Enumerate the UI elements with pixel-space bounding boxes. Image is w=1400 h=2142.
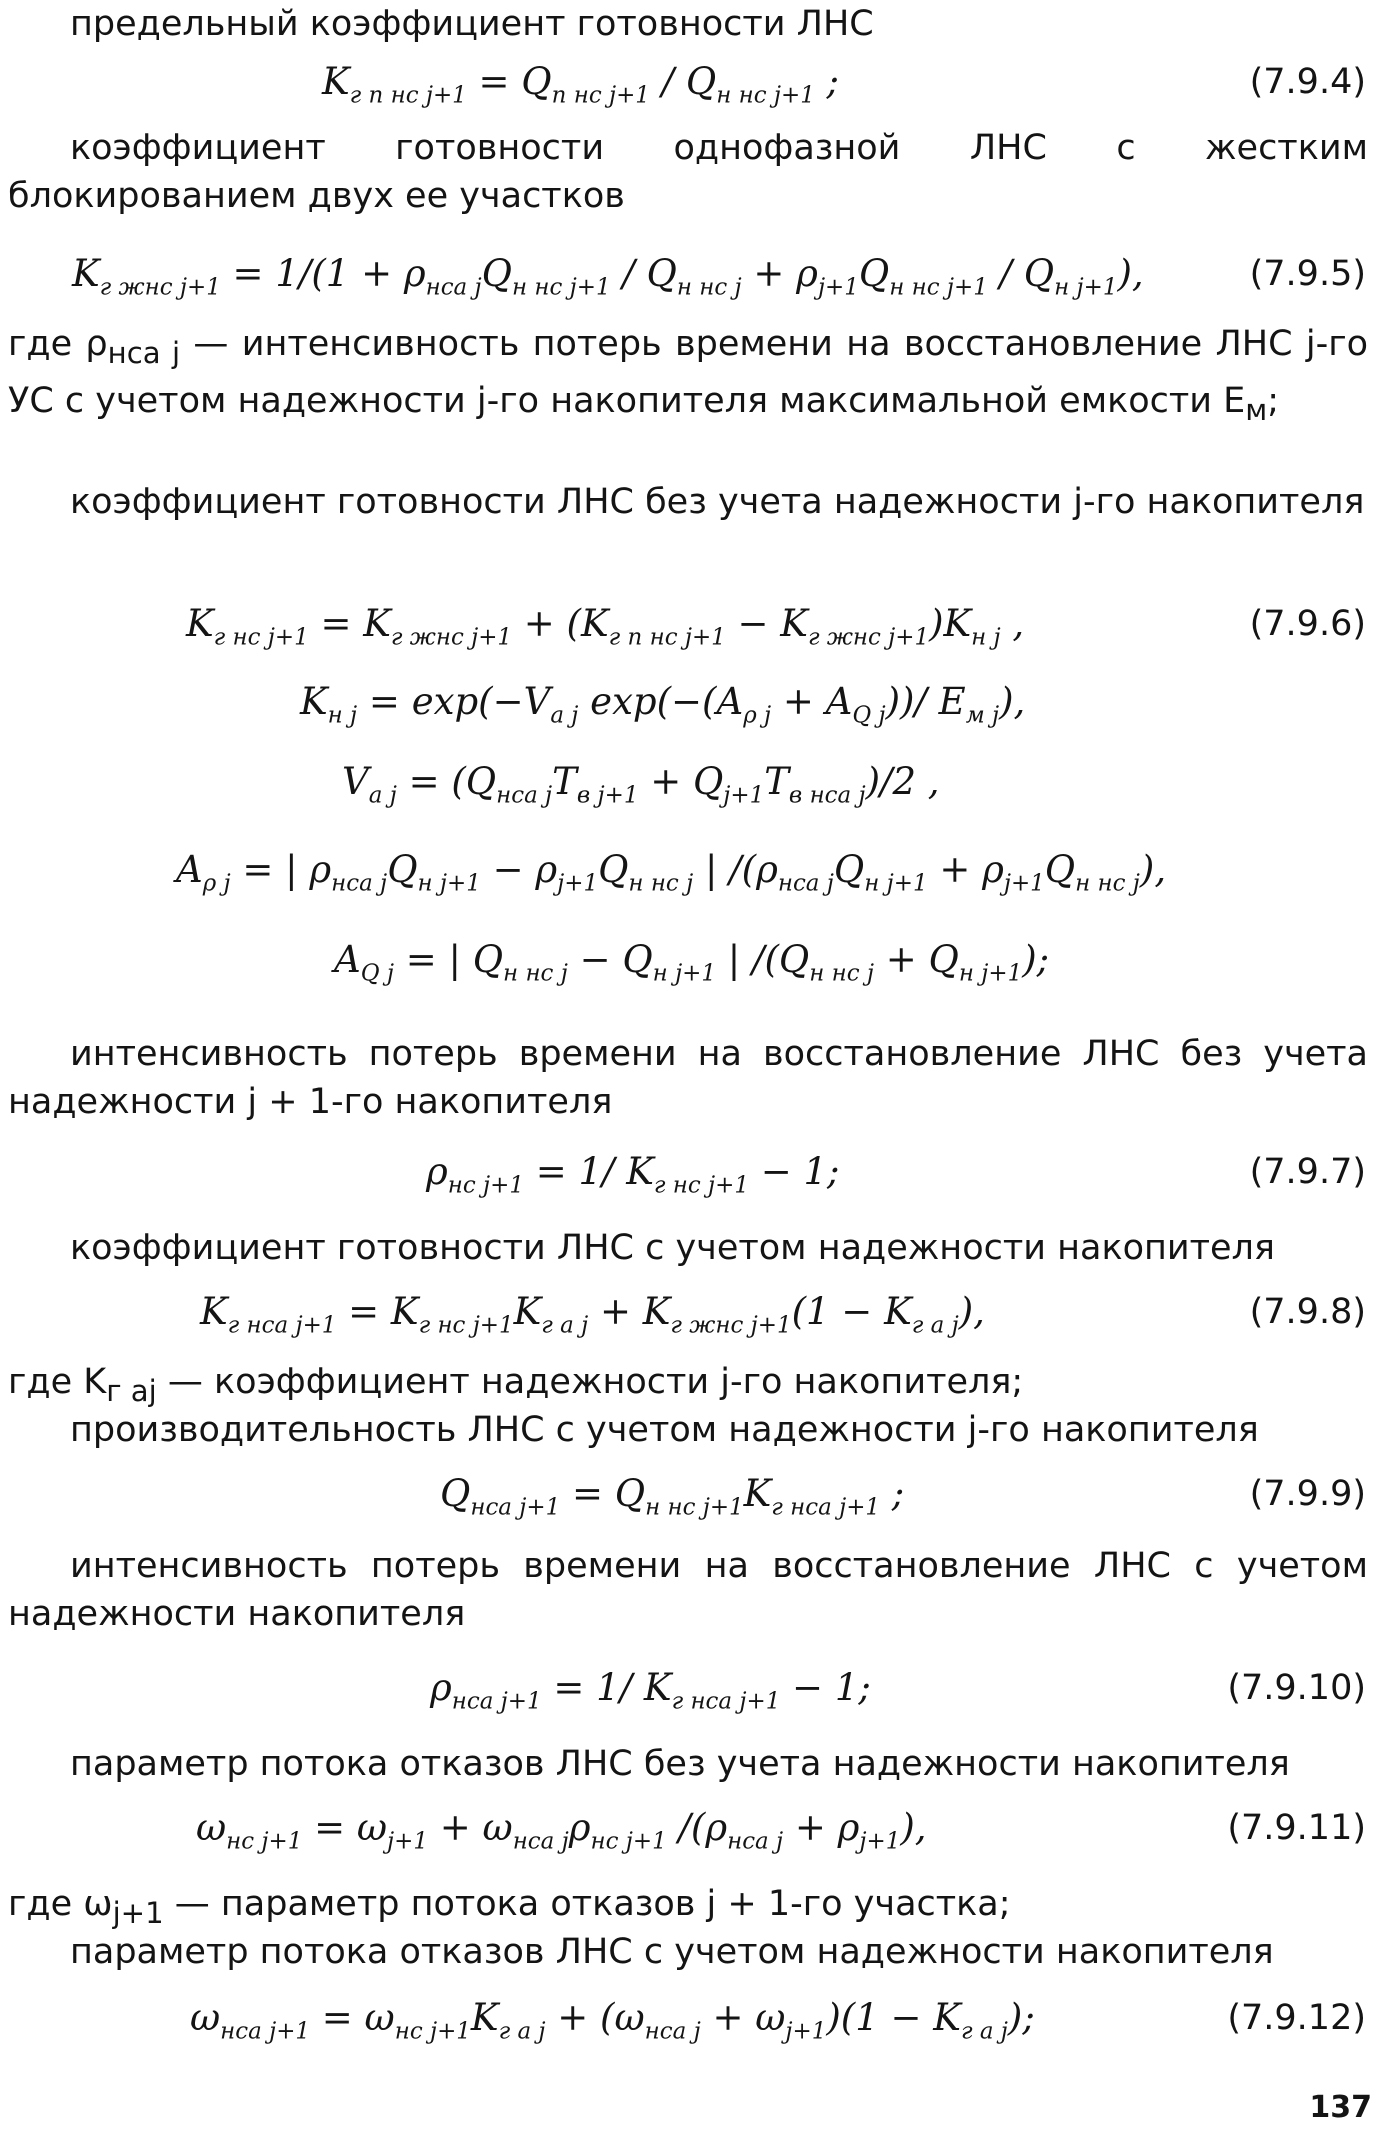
formula-7-9-12: $\omega_{нса j+1} = \omega_{нс j+1}K_{г a j} + (\omega_{нса j} + \omega_{j+1})(1 - K_{г a j})$; [190,1996,1035,2045]
eq-number-7-9-11: (7.9.11) [1227,1808,1366,1848]
text-rho-nsa-intro: интенсивность потерь времени на восстановление ЛНС с учетом надежности накопителя [8,1546,1368,1634]
text-omega-ns-intro: параметр потока отказов ЛНС без учета надежности накопителя [70,1744,1290,1784]
eq-number-7-9-5: (7.9.5) [1249,254,1366,294]
eq-number-7-9-6: (7.9.6) [1249,604,1366,644]
formula-7-9-6: $K_{г нс j+1} = K_{г жнс j+1} + (K_{г п нс j+1} - K_{г жнс j+1})K_{н j}$ , [186,602,1025,651]
text-rho-nsa-def: где $\rho_{нса j}$ — интенсивность потерь времени на восстановление ЛНС j-го УС с учетом надежности j-го накопителя максимальной емкости $E_м$; [8,324,1369,427]
formula-7-9-7: $\rho_{нс j+1} = 1/$ $K_{г нс j+1} - 1$; [426,1150,840,1199]
formula-7-9-5: $K_{г жнс j+1} = 1/(1 + \rho_{нса j}Q_{н нс j+1} / Q_{н нс j} + \rho_{j+1}Q_{н нс j+1} / Q_{н j+1})$, [72,252,1144,301]
text-kg-limit: предельный коэффициент готовности ЛНС [70,4,874,44]
formula-7-9-11: $\omega_{нс j+1} = \omega_{j+1} + \omega_{нса j}\rho_{нс j+1}$ $/(\rho_{нса j} + \rho_{j+1})$, [196,1806,927,1855]
text-kg-single-phase: коэффициент готовности однофазной ЛНС с жестким блокированием двух ее участков [8,128,1368,216]
formula-7-9-4: $K_{г п нс j+1} = Q_{п нс j+1} / Q_{н нс j+1}$ ; [322,60,840,109]
text-omega-def: где $\omega_{j+1}$ — параметр потока отказов j + 1-го участка; [8,1884,1011,1930]
text-kg-without-storage: коэффициент готовности ЛНС без учета надежности j-го накопителя [70,482,1365,522]
formula-7-9-10: $\rho_{нса j+1} = 1/$ $K_{г нса j+1} - 1$; [430,1666,871,1715]
eq-number-7-9-12: (7.9.12) [1227,1998,1366,2038]
eq-number-7-9-7: (7.9.7) [1249,1152,1366,1192]
eq-number-7-9-4: (7.9.4) [1249,62,1366,102]
text-rho-ns-def: интенсивность потерь времени на восстановление ЛНС без учета надежности j + 1-го накопителя [8,1034,1368,1122]
formula-a-q-j: $A_{Q j}$ = | $Q_{н нс j} - Q_{н j+1}$ | $/(Q_{н нс j} + Q_{н j+1})$; [334,938,1050,987]
text-omega-nsa-intro: параметр потока отказов ЛНС с учетом надежности накопителя [70,1932,1274,1972]
eq-number-7-9-9: (7.9.9) [1249,1474,1366,1514]
page-number: 137 [1309,2090,1372,2125]
formula-kn-j: $K_{н j} = \exp(-V_{a j}$ $\exp(-(A_{\rho j} + A_{Q j}))/$ $E_{м j}$), [300,680,1026,729]
formula-a-rho-j: $A_{\rho j}$ = | $\rho_{нса j}Q_{н j+1} - \rho_{j+1}Q_{н нс j}$ | $/(\rho_{нса j}Q_{н j+1} + \rho_{j+1}Q_{н нс j})$, [176,848,1167,897]
text-kg-with-storage: коэффициент готовности ЛНС с учетом надежности накопителя [70,1228,1275,1268]
text-productivity: производительность ЛНС с учетом надежности j-го накопителя [70,1410,1259,1450]
formula-va-j: $V_{a j} = (Q_{нса j}T_{в j+1} + Q_{j+1}T_{в нса j})/2$ , [342,760,940,809]
formula-7-9-9: $Q_{нса j+1} = Q_{н нс j+1}K_{г нса j+1}$ ; [440,1472,905,1521]
eq-number-7-9-10: (7.9.10) [1227,1668,1366,1708]
formula-7-9-8: $K_{г нса j+1} = K_{г нс j+1}K_{г a j} + K_{г жнс j+1}(1 - K_{г a j})$, [200,1290,985,1339]
text-kga-def: где $K_{г aj}$ — коэффициент надежности j-го накопителя; [8,1362,1024,1408]
eq-number-7-9-8: (7.9.8) [1249,1292,1366,1332]
